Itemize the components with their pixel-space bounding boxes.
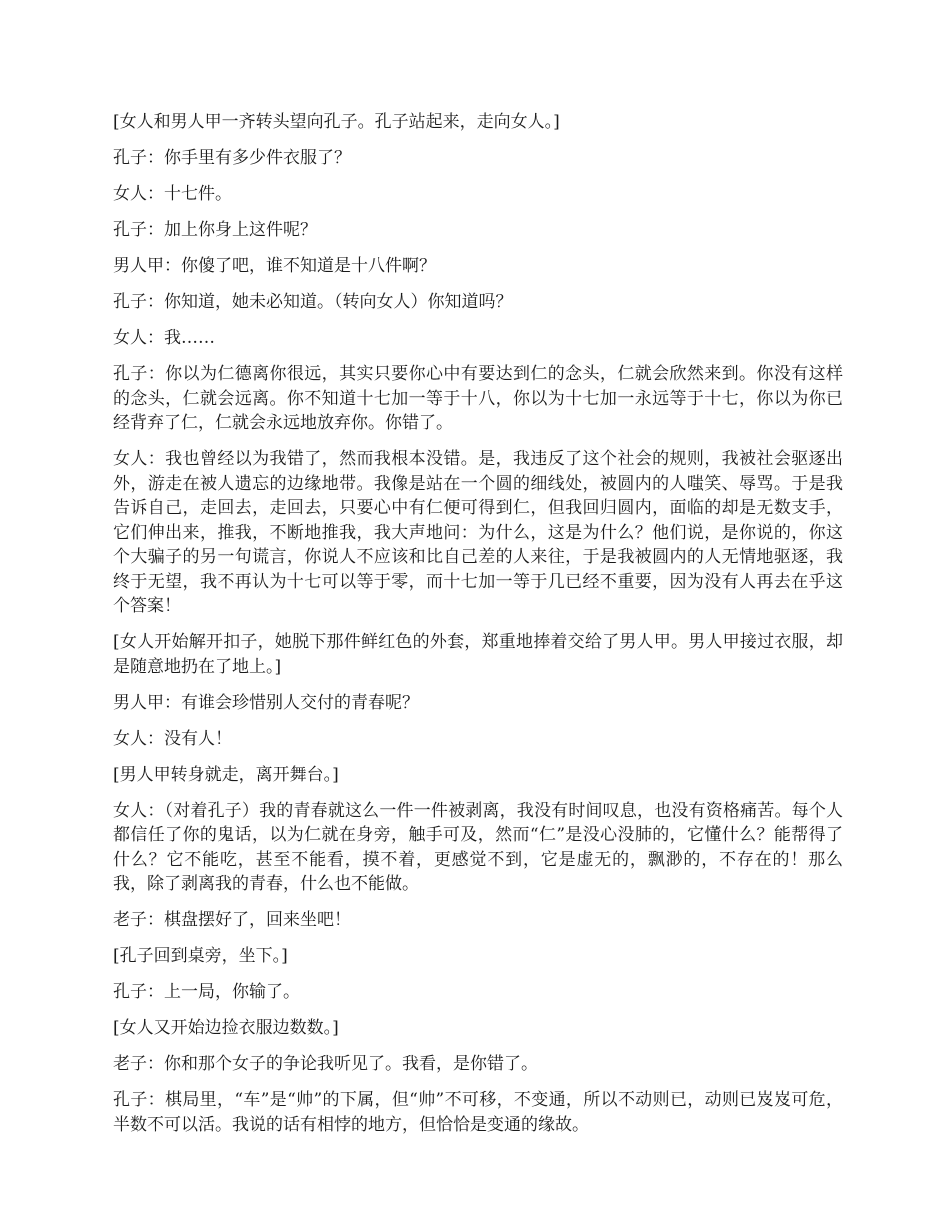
dialogue-line: 女人：（对着孔子）我的青春就这么一件一件被剥离，我没有时间叹息，也没有资格痛苦。每个人都信任了你的鬼话，以为仁就在身旁，触手可及，然而“仁”是没心没肺的，它懂什么？能帮得了什么？它不能吃，甚至不能看，摸不着，更感觉不到，它是虚无的，飘渺的，不存在的！那么我，除了剥离我的青春，什么也不能做。 bbox=[113, 800, 843, 894]
dialogue-line: 男人甲：你傻了吧，谁不知道是十八件啊？ bbox=[113, 256, 436, 276]
dialogue-line: 孔子：你手里有多少件衣服了？ bbox=[113, 148, 351, 168]
dialogue-line: 女人：十七件。 bbox=[113, 184, 232, 204]
dialogue-line: 男人甲：有谁会珍惜别人交付的青春呢？ bbox=[113, 692, 419, 713]
dialogue-line: 孔子：你以为仁德离你很远，其实只要你心中有要达到仁的念头，仁就会欣然来到。你没有这样的念头，仁就会远离。你不知道十七加一等于十八，你以为十七加一永远等于十七，你以为你已经背弃了仁，仁就会永远地放弃你。你错了。 bbox=[113, 364, 843, 433]
dialogue-line: 孔子：你知道，她未必知道。（转向女人）你知道吗？ bbox=[113, 292, 513, 312]
stage-direction: [孔子回到桌旁，坐下。] bbox=[113, 946, 288, 966]
dialogue-line: 老子：你和那个女子的争论我听见了。我看，是你错了。 bbox=[113, 1054, 538, 1074]
dialogue-line: 女人：我也曾经以为我错了，然而我根本没错。是，我违反了这个社会的规则，我被社会驱逐出外，游走在被人遗忘的边缘地带。我像是站在一个圆的细线处，被圆内的人嗤笑、辱骂。于是我告诉自己，走回去，走回去，只要心中有仁便可得到仁，但我回归圆内，面临的却是无数支手，它们伸出来，推我，不断地推我，我大声地问：为什么，这是为什么？他们说，是你说的，你这个大骗子的另一句谎言，你说人不应该和比自己差的人来往，于是我被圆内的人无情地驱逐，我终于无望，我不再认为十七可以等于零，而十七加一等于几已经不重要，因为没有人再去在乎这个答案！ bbox=[113, 449, 843, 616]
dialogue-line: 孔子：加上你身上这件呢？ bbox=[113, 220, 317, 240]
dialogue-line: 孔子：上一局，你输了。 bbox=[113, 982, 300, 1002]
dialogue-line: 老子：棋盘摆好了，回来坐吧！ bbox=[113, 910, 351, 930]
document-page bbox=[113, 110, 843, 1149]
stage-direction: [男人甲转身就走，离开舞台。] bbox=[113, 764, 339, 785]
dialogue-line: 女人：没有人！ bbox=[113, 728, 232, 749]
stage-direction: [女人和男人甲一齐转头望向孔子。孔子站起来，走向女人。] bbox=[113, 112, 560, 132]
stage-direction: [女人又开始边捡衣服边数数。] bbox=[113, 1018, 339, 1038]
dialogue-line: 女人：我…… bbox=[113, 328, 215, 348]
stage-direction: [女人开始解开扣子，她脱下那件鲜红色的外套，郑重地捧着交给了男人甲。男人甲接过衣服，却是随意地扔在了地上。] bbox=[113, 632, 843, 677]
dialogue-line: 孔子：棋局里，“车”是“帅”的下属，但“帅”不可移，不变通，所以不动则已，动则已岌岌可危，半数不可以活。我说的话有相悖的地方，但恰恰是变通的缘故。 bbox=[113, 1090, 843, 1135]
